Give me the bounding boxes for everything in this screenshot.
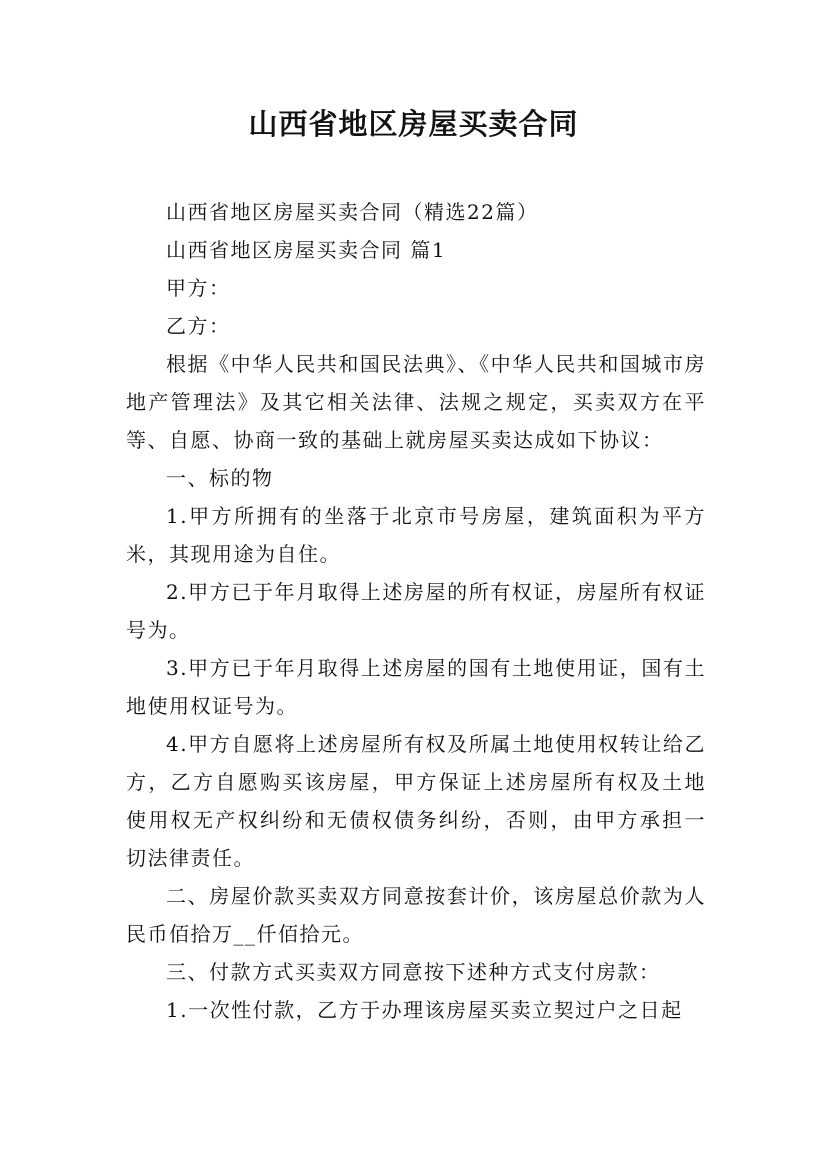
clause-heading: 一、标的物	[166, 466, 274, 490]
subtitle-paragraph: 山西省地区房屋买卖合同（精选22篇）	[166, 200, 539, 224]
clause-paragraph: 1.一次性付款，乙方于办理该房屋买卖立契过户之日起	[166, 998, 683, 1022]
clause-paragraph: 3.甲方已于年月取得上述房屋的国有土地使用证，国有土地使用权证号为。	[126, 656, 706, 718]
preamble-paragraph: 根据《中华人民共和国民法典》、《中华人民共和国城市房地产管理法》及其它相关法律、法规之规定，买卖双方在平等、自愿、协商一致的基础上就房屋买卖达成如下协议：	[126, 352, 706, 452]
party-a-line: 甲方：	[166, 276, 231, 300]
document-body	[126, 193, 706, 1029]
section-heading: 山西省地区房屋买卖合同 篇1	[166, 238, 447, 262]
party-b-line: 乙方：	[166, 314, 231, 338]
clause-paragraph: 二、房屋价款买卖双方同意按套计价，该房屋总价款为人民币佰拾万__仟佰拾元。	[126, 884, 706, 946]
clause-paragraph: 1.甲方所拥有的坐落于北京市号房屋，建筑面积为平方米，其现用途为自住。	[126, 504, 706, 566]
document-title: 山西省地区房屋买卖合同	[248, 107, 579, 141]
clause-paragraph: 2.甲方已于年月取得上述房屋的所有权证，房屋所有权证号为。	[126, 580, 706, 642]
clause-paragraph: 三、付款方式买卖双方同意按下述种方式支付房款：	[166, 960, 661, 984]
clause-paragraph: 4.甲方自愿将上述房屋所有权及所属土地使用权转让给乙方，乙方自愿购买该房屋，甲方保证上述房屋所有权及土地使用权无产权纠纷和无债权债务纠纷，否则，由甲方承担一切法律责任。	[126, 732, 706, 870]
